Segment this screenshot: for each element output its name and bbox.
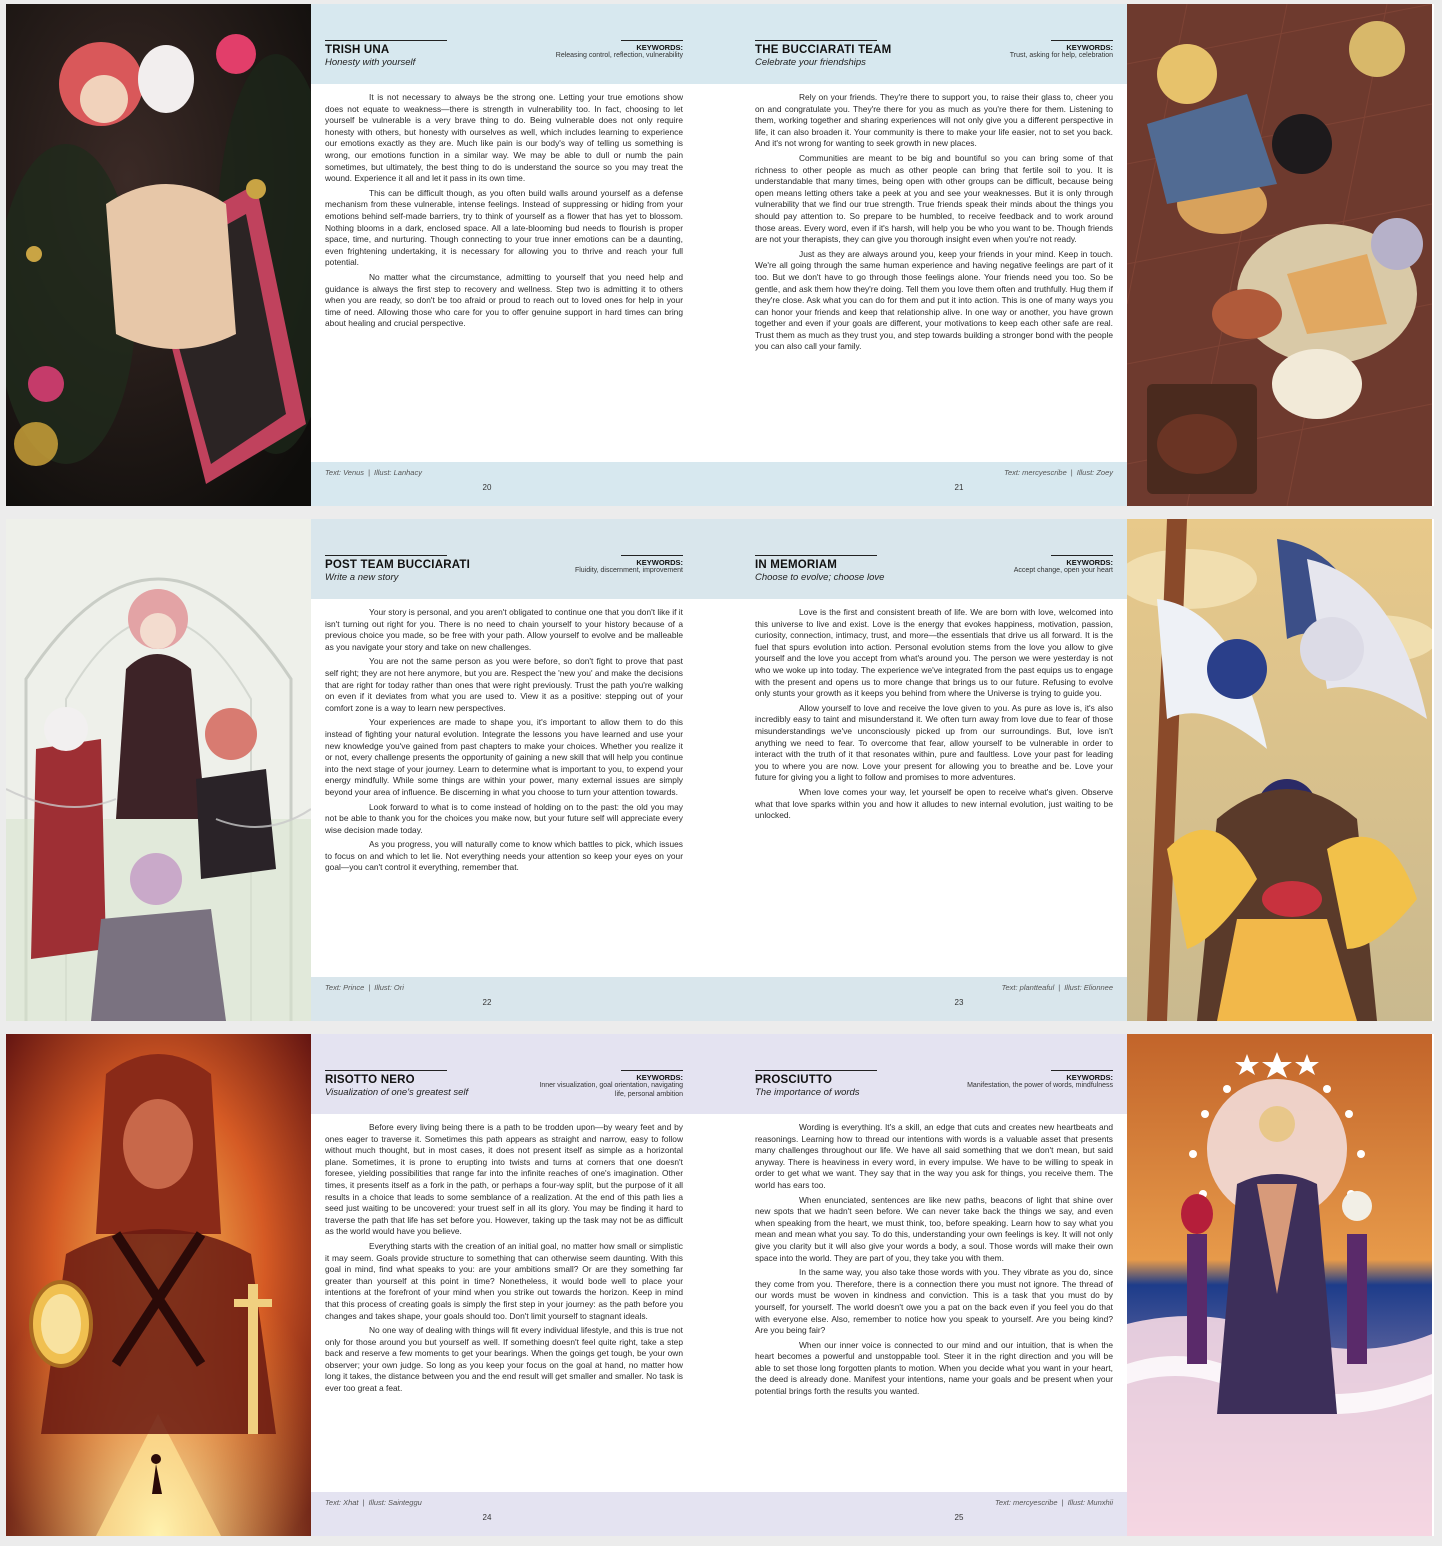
- card-subtitle: Choose to evolve; choose love: [755, 572, 885, 583]
- card-title: POST TEAM BUCCIARATI: [325, 559, 470, 571]
- keywords-text: Manifestation, the power of words, mindfulness: [967, 1082, 1113, 1089]
- paragraph: As you progress, you will naturally come to know which battles to pick, which issues to focus on and which to let lie. Not everything needs your attention so keep your eyes on your goal—you can't control it everything, remember that.: [325, 839, 683, 873]
- page-number: 24: [482, 1513, 492, 1522]
- spread-pages-24-25: [6, 1034, 1434, 1536]
- page-20: [311, 4, 719, 506]
- illustration-bucciarati-team: [1127, 4, 1432, 506]
- page-23: [719, 519, 1127, 1021]
- card-title: THE BUCCIARATI TEAM: [755, 44, 892, 56]
- paragraph: When enunciated, sentences are like new paths, beacons of light that shine over new spots that we hadn't seen before. We can never take back the things we say, and even when speaking from the heart, we must think, too, before speaking. Learn how to say what you mean and mean what you say. To do this, understanding your own feelings is key. It will not only give you clarity but it will also give your words a body, a soul. Those words will make their own space into the world. They are part of you, they take you with them.: [755, 1194, 1113, 1263]
- paragraph: Rely on your friends. They're there to support you, to raise their glass to, cheer you on and congratulate you. They're there for you as much as you're there for them. Listening to them, working together and sharing experiences will not only give you a different perspective in life, it can also broaden it. Your community is there to make your life easier, not to set you back. And it's not wrong for wanting to seek growth in new places.: [755, 92, 1113, 149]
- keywords-text: Fluidity, discernment, improvement: [574, 567, 683, 574]
- card-subtitle: Celebrate your friendships: [755, 57, 866, 68]
- paragraph: Love is the first and consistent breath of life. We are born with love, welcomed into this universe to live and exist. Love is the energy that evokes happiness, motivation, passion, curiosity, connection, intimacy, trust, and more—the essentials that drive us all forward. It is the fuel that spurs evolution into action. Personal evolution stems from the love you allow to give yourself and the love you accept from what's around you. The person we were yesterday is not who we woke up into today. The experience we've integrated from the past equips us to engage with the present and opens us to more change that brings us to our future. Refusing to evolve only stunts your growth as it keeps you behind from where the Universe is trying to guide you.: [755, 607, 1113, 699]
- page-header: [311, 40, 719, 80]
- paragraph: In the same way, you also take those words with you. They vibrate as you do, since they come from you. Therefore, there is a connection there you must not ignore. The thread of our words must be woven in kindness and conviction. This is a task that you must do by yourself, for yourself. The world doesn't owe you a pat on the back even if you feel you do that with everyone else. Also, remember to notice how you speak to yourself. Are you being kind? Are you being fair?: [755, 1267, 1113, 1336]
- page-credit: Text: Xhat | Illust: Sainteggu: [325, 1498, 422, 1507]
- paragraph: It is not necessary to always be the strong one. Letting your true emotions show does not equate to weakness—there is strength in vulnerability too. In fact, choosing to let yourself be vulnerable is a very brave thing to do. Being vulnerable does not only require honesty with others, but honesty with ourselves as well, which includes learning to experience our emotions exactly as they are. Much like pain is our body's way of telling us something is wrong, our emotions function in a similar way. We may be able to dull or numb the pain sometimes, but ultimately, the best thing to do is understand the source so you may treat the wound. Experience it all and let it pass in its own time.: [325, 92, 683, 184]
- paragraph: Your story is personal, and you aren't obligated to continue one that you don't like if it isn't turning out right for you. There is no need to chain yourself to your history because of a previous choice you made, so be free with your path. Allow yourself to evolve and be malleable as you navigate your story and take on new challenges.: [325, 607, 683, 652]
- illustration-risotto-nero: [6, 1034, 311, 1536]
- paragraph: Allow yourself to love and receive the love given to you. As pure as love is, it's also incredibly easy to taint and misunderstand it. We often turn away from love due to fear of those misunderstandings we've unconsciously picked up from our surroundings. But, love isn't anything we need to fear. To overcome that fear, allow yourself to be vulnerable in order to interact with the truth of it that resonates within, pure and faultless. Love your past for leading you to where you are now. Love your present for allowing you to breathe and be. Love your future for giving you a light to follow and promises to more adventures.: [755, 702, 1113, 783]
- text-credit: Text: Xhat: [325, 1498, 359, 1507]
- paragraph: No one way of dealing with things will fit every individual lifestyle, and this is true not only for those around you but yourself as well. If something doesn't feel quite right, take a step back and reserve a few moments to get your bearings. When the goings get tough, be your own observer; your own judge. So long as you keep your focus on the goal at hand, no matter how long it takes, the distance between you and the end result will get smaller and smaller. No task is ever too great a feat.: [325, 1325, 683, 1394]
- page-body: [755, 92, 1113, 356]
- page-header: [719, 555, 1127, 595]
- page-credit: Text: plantteaful | Illust: Elionnee: [1001, 983, 1113, 992]
- page-body: [325, 92, 683, 333]
- card-title: PROSCIUTTO: [755, 1074, 833, 1086]
- page-header: [719, 1070, 1127, 1110]
- page-body: [755, 1122, 1113, 1401]
- page-number: 20: [482, 483, 492, 492]
- keywords-label: KEYWORDS:: [1066, 43, 1113, 52]
- card-subtitle: Visualization of one's greatest self: [325, 1087, 469, 1098]
- page-body: [755, 607, 1113, 825]
- spread-pages-22-23: [6, 519, 1434, 1021]
- keywords-label: KEYWORDS:: [636, 558, 683, 567]
- paragraph: Before every living being there is a path to be trodden upon—by weary feet and by ones eager to traverse it. Sometimes this path appears as straight and narrow, easy to follow without much thought, but in most cases, it does not present itself as simple as a horizontal plane. Sometimes, it is prone to erupting into twists and turns at corners that one doesn't foresee, yielding possibilities that range far into the infinite reaches of one's imagination. Other times, it presents itself as a fork in the path, or perhaps a four-way split, but the purpose of it all results in a choice that leads to some semblance of a realization. At the end of this path lies a seed just waiting to be uncovered: your truest self in all its glory. You may be finding it hard to traverse the path that life has set before you. However, taking up the task may not be as difficult as the world would have you believe.: [325, 1122, 683, 1237]
- text-credit: Text: mercyescribe: [1004, 468, 1067, 477]
- page-header: [311, 555, 719, 595]
- page-number: 21: [954, 483, 964, 492]
- title-rule: [755, 555, 877, 556]
- illust-credit: Illust: Zoey: [1076, 468, 1113, 477]
- title-rule: [755, 40, 877, 41]
- card-title: TRISH UNA: [325, 44, 390, 56]
- page-number: 23: [954, 998, 964, 1007]
- paragraph: When love comes your way, let yourself be open to receive what's given. Observe what that love sparks within you and how it alludes to new internal evolution, just waiting to be unlocked.: [755, 786, 1113, 821]
- keywords-label: KEYWORDS:: [1066, 558, 1113, 567]
- page-credit: Text: Venus | Illust: Lanhacy: [325, 468, 422, 477]
- page-header: [719, 40, 1127, 80]
- page-number: 25: [954, 1513, 964, 1522]
- paragraph: Everything starts with the creation of an initial goal, no matter how small or simplistic it may seem. Goals provide structure to something that can otherwise seem daunting. With this goal in mind, find what speaks to you: are your ambitions small? Or are they something far greater than yourself at this point in time? Nonetheless, it would bode well to place your intentions at the forefront of your mind when you strike out towards the horizon. Keep in mind that this process of creating goals is simply the first step in your journey: as the path before you changes and takes shape, your goals should too. Don't limit yourself to stagnant ideals.: [325, 1240, 683, 1321]
- paragraph: Just as they are always around you, keep your friends in your mind. Keep in touch. We're all going through the same human experience and having negative feelings are part of it too. But we don't have to go through those feelings alone. Your friends need you too. So be gentle, and ask them how they're doing. Tell them you love them often and truthfully. Hug them if they're close. Ask what you can do for them and put it into action. This is one of many ways you can honor your friends and keep that relationship alive. In one way or another, you have grown together and even if your goals are different, your motivations to keep each other safe are real. Trust them as much as they trust you, and step towards building a stronger bond with the people you can also call your family.: [755, 248, 1113, 352]
- illustration-trish-una: [6, 4, 311, 506]
- text-credit: Text: mercyescribe: [994, 1498, 1058, 1507]
- paragraph: This can be difficult though, as you often build walls around yourself as a defense mechanism from these vulnerable, intense feelings. Instead of suppressing or hiding from your emotions behind self-made barriers, try to think of yourself as a flower that has yet to blossom. Nothing blooms in a dark, enclosed space. All a late-blooming bud needs to flourish is proper space, time, and nurturing. Though connecting to your true inner emotions can be a daunting, even frightening undertaking, it is necessary for allowing you to thrive and reach your full potential.: [325, 187, 683, 268]
- page-header: [311, 1070, 719, 1110]
- paragraph: Communities are meant to be big and bountiful so you can bring some of that richness to other people as much as other people can bring that fertile soil to you. It is understandable that many times, being open with other groups can be difficult, because being open means letting others take a peek at you and see your weaknesses. But it is only through vulnerability that we find our true strength. True friends speak their minds about the things you should pay attention to. So prepare to be humbled, to receive feedback and to work around those areas. Every word, even if it's harsh, will help you be who you want to be. Though friends are not your therapists, they can give you thorough insight even when you're not ready.: [755, 152, 1113, 245]
- text-credit: Text: plantteaful: [1001, 983, 1055, 992]
- spread-pages-20-21: [6, 4, 1434, 506]
- page-body: [325, 607, 683, 877]
- page-24: [311, 1034, 719, 1536]
- page-credit: Text: Prince | Illust: Ori: [325, 983, 404, 992]
- text-credit: Text: Prince: [325, 983, 365, 992]
- page-number: 22: [482, 998, 492, 1007]
- keywords-text: Inner visualization, goal orientation, navigating life, personal ambition: [539, 1082, 683, 1098]
- illust-credit: Illust: Lanhacy: [374, 468, 422, 477]
- keywords-text: Accept change, open your heart: [1013, 567, 1113, 574]
- page-22: [311, 519, 719, 1021]
- illust-credit: Illust: Munxhii: [1067, 1498, 1113, 1507]
- paragraph: Your experiences are made to shape you, it's important to allow them to do this instead of fighting your natural evolution. Integrate the lessons you have learned and use your new knowledge you've gained from past chapters to make your choices. Whether you realize it or not, every challenge presents the opportunity of gaining a new skill that will help you continue into the next stage of your journey. Learn to determine what is important to you, to expend your energy mindfully. While some things are within your power, many external issues are simply beyond your area of influence. Be discerning in what you choose to turn your attention towards.: [325, 717, 683, 797]
- title-rule: [755, 1070, 877, 1071]
- illust-credit: Illust: Ori: [374, 983, 404, 992]
- paragraph: No matter what the circumstance, admitting to yourself that you need help and guidance is always the first step to recovery and wellness. Step two is admitting it to others when you are ready, so don't be too afraid or proud to reach out to loved ones for help in your time of need. Allowing those who care for you to offer genuine support in hard times can bring about healing and crucial perspective.: [325, 271, 683, 329]
- paragraph: When our inner voice is connected to our mind and our intuition, that is when the heart becomes a powerful and unstoppable tool. Steer it in the right direction and you will be able to set those long forgotten plants to motion. When you decide what you want in your heart, the deed is already done. Manifest your intentions, name your goals and be present when your potential brings forth the results you wanted.: [755, 1339, 1113, 1397]
- card-subtitle: Write a new story: [325, 572, 399, 583]
- keywords-rule: [621, 1070, 683, 1071]
- card-title: RISOTTO NERO: [325, 1074, 415, 1086]
- illustration-post-team-bucciarati: [6, 519, 311, 1021]
- card-title: IN MEMORIAM: [755, 559, 838, 571]
- page-25: [719, 1034, 1127, 1536]
- title-rule: [325, 40, 447, 41]
- illustration-prosciutto: [1127, 1034, 1432, 1536]
- keywords-label: KEYWORDS:: [1066, 1073, 1113, 1082]
- card-subtitle: Honesty with yourself: [325, 57, 416, 68]
- title-rule: [325, 1070, 447, 1071]
- keywords-rule: [621, 555, 683, 556]
- illust-credit: Illust: Sainteggu: [368, 1498, 422, 1507]
- page-credit: Text: mercyescribe | Illust: Munxhii: [994, 1498, 1113, 1507]
- title-rule: [325, 555, 447, 556]
- keywords-rule: [1051, 40, 1113, 41]
- keywords-label: KEYWORDS:: [636, 1073, 683, 1082]
- keywords-label: KEYWORDS:: [636, 43, 683, 52]
- page-21: [719, 4, 1127, 506]
- paragraph: You are not the same person as you were before, so don't fight to prove that past self right; they are not here anymore, but you are. Respect the 'new you' and make the decisions that are right for today rather than ones that were right previously. Trust the path you're walking on even if it deviates from what you are used to. View it as a positive: stepping out of your comfort zone is a way to learn new perspectives.: [325, 656, 683, 713]
- illustration-in-memoriam: [1127, 519, 1432, 1021]
- keywords-text: Releasing control, reflection, vulnerability: [555, 52, 683, 59]
- page-body: [325, 1122, 683, 1398]
- keywords-rule: [1051, 555, 1113, 556]
- keywords-rule: [621, 40, 683, 41]
- keywords-rule: [1051, 1070, 1113, 1071]
- text-credit: Text: Venus: [325, 468, 365, 477]
- keywords-text: Trust, asking for help, celebration: [1009, 52, 1113, 59]
- page-credit: Text: mercyescribe | Illust: Zoey: [1004, 468, 1113, 477]
- illust-credit: Illust: Elionnee: [1064, 983, 1113, 992]
- card-subtitle: The importance of words: [755, 1087, 860, 1098]
- paragraph: Look forward to what is to come instead of holding on to the past: the old you may not be able to thank you for the choices you make now, but your future self will appreciate every wise decision made today.: [325, 801, 683, 835]
- paragraph: Wording is everything. It's a skill, an edge that cuts and creates new heartbeats and reasonings. Learning how to thread our intentions with words is a valuable asset that presents many challenges throughout our life. We have all said something that we don't mean, but said anyway. There is heaviness in every word, in every impulse. We have to be willing to speak in order to get what we want. They say that in the way you ask for things, you receive them. The world has ears too.: [755, 1122, 1113, 1190]
